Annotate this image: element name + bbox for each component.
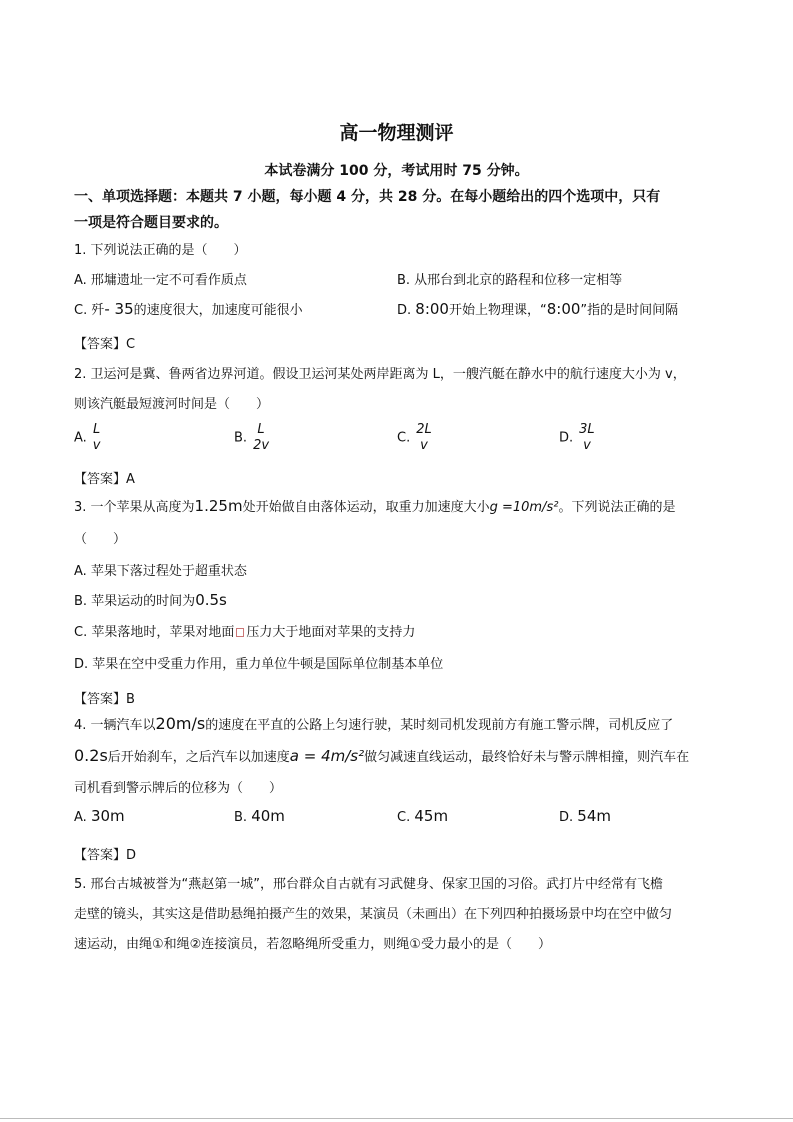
- fraction: 3L v: [579, 422, 595, 453]
- fraction: L v: [92, 422, 101, 453]
- question-1-option-a: A. 邢墉遗址一定不可看作质点: [74, 273, 247, 288]
- section-heading-line2: 一项是符合题目要求的。: [74, 215, 228, 231]
- question-2-answer: 【答案】A: [74, 472, 135, 487]
- exam-info: 本试卷满分 100 分，考试用时 75 分钟。: [264, 163, 529, 179]
- question-2-stem-line1: 2. 卫运河是冀、鲁两省边界河道。假设卫运河某处两岸距离为 L，一艘汽艇在静水中的航行速度大小为 v，: [74, 367, 686, 382]
- broken-image-icon: [236, 628, 244, 637]
- question-5-stem-line3: 速运动，由绳①和绳②连接演员，若忽略绳所受重力，则绳①受力最小的是（ ）: [74, 937, 551, 952]
- math-expression: 8:00: [415, 300, 449, 318]
- question-2-option-d: D. 3L v: [559, 422, 595, 453]
- question-3-option-d: D. 苹果在空中受重力作用，重力单位牛顿是国际单位制基本单位: [74, 657, 444, 672]
- question-3-answer: 【答案】B: [74, 692, 135, 707]
- math-expression: 20m/s: [155, 714, 206, 733]
- question-1-answer: 【答案】C: [74, 337, 136, 352]
- fraction: 2L v: [416, 422, 432, 453]
- question-4-stem-line2: 0.2s后开始刹车，之后汽车以加速度a = 4m/s²做匀减速直线运动，最终恰好未与警示牌相撞，则汽车在: [74, 746, 690, 765]
- page-title: 高一物理测评: [339, 122, 454, 144]
- question-5-stem-line2: 走壁的镜头，其实这是借助悬绳拍摄产生的效果，某演员（未画出）在下列四种拍摄场景中均在空中做匀: [74, 907, 673, 922]
- question-2-option-b: B. L 2v: [234, 422, 270, 453]
- section-heading: [74, 184, 724, 236]
- question-1-stem: 1. 下列说法正确的是（ ）: [74, 243, 247, 258]
- question-3-stem-line2: （ ）: [74, 532, 127, 547]
- question-4-stem-line3: 司机看到警示牌后的位移为（ ）: [74, 781, 283, 796]
- question-1-option-c: C. 歼- 35的速度很大，加速度可能很小: [74, 300, 303, 318]
- question-4-answer: 【答案】D: [74, 848, 137, 863]
- fraction: L 2v: [253, 422, 270, 453]
- question-5-stem-line1: 5. 邢台古城被誉为“燕赵第一城”，邢台群众自古就有习武健身、保家卫国的习俗。武打片中经常有飞檐: [74, 877, 664, 892]
- question-2-option-a: A. L v: [74, 422, 101, 453]
- question-4-stem-line1: 4. 一辆汽车以20m/s的速度在平直的公路上匀速行驶，某时刻司机发现前方有施工警示牌，司机反应了: [74, 714, 674, 733]
- question-4-option-c: C. 45m: [397, 807, 449, 825]
- question-1-option-d: D. 8:00开始上物理课，“8:00”指的是时间间隔: [397, 300, 679, 318]
- section-heading-line1: 一、单项选择题：本题共 7 小题，每小题 4 分，共 28 分。在每小题给出的四个选项中，只有: [74, 189, 661, 205]
- math-expression: 1.25m: [194, 497, 243, 515]
- question-3-option-a: A. 苹果下落过程处于超重状态: [74, 564, 247, 579]
- math-expression: 8:00: [546, 300, 581, 318]
- question-1-option-b: B. 从邢台到北京的路程和位移一定相等: [397, 273, 623, 288]
- question-2-stem-line2: 则该汽艇最短渡河时间是（ ）: [74, 397, 270, 412]
- math-expression: 0.5s: [195, 591, 227, 609]
- question-4-option-b: B. 40m: [234, 807, 285, 825]
- question-2-option-c: C. 2L v: [397, 422, 432, 453]
- math-expression: 0.2s: [74, 746, 108, 765]
- question-3-stem-line1: 3. 一个苹果从高度为1.25m处开始做自由落体运动，取重力加速度大小g =10m/s²。下列说法正确的是: [74, 497, 676, 515]
- math-expression: a = 4m/s²: [289, 747, 365, 765]
- math-expression: - 35: [104, 300, 134, 318]
- question-4-option-d: D. 54m: [559, 807, 611, 825]
- question-4-option-a: A. 30m: [74, 807, 125, 825]
- question-3-option-c: C. 苹果落地时，苹果对地面 压力大于地面对苹果的支持力: [74, 625, 416, 640]
- page-bottom-divider: [0, 1118, 793, 1119]
- question-3-option-b: B. 苹果运动的时间为0.5s: [74, 591, 227, 609]
- math-expression: g =10m/s²: [489, 500, 559, 515]
